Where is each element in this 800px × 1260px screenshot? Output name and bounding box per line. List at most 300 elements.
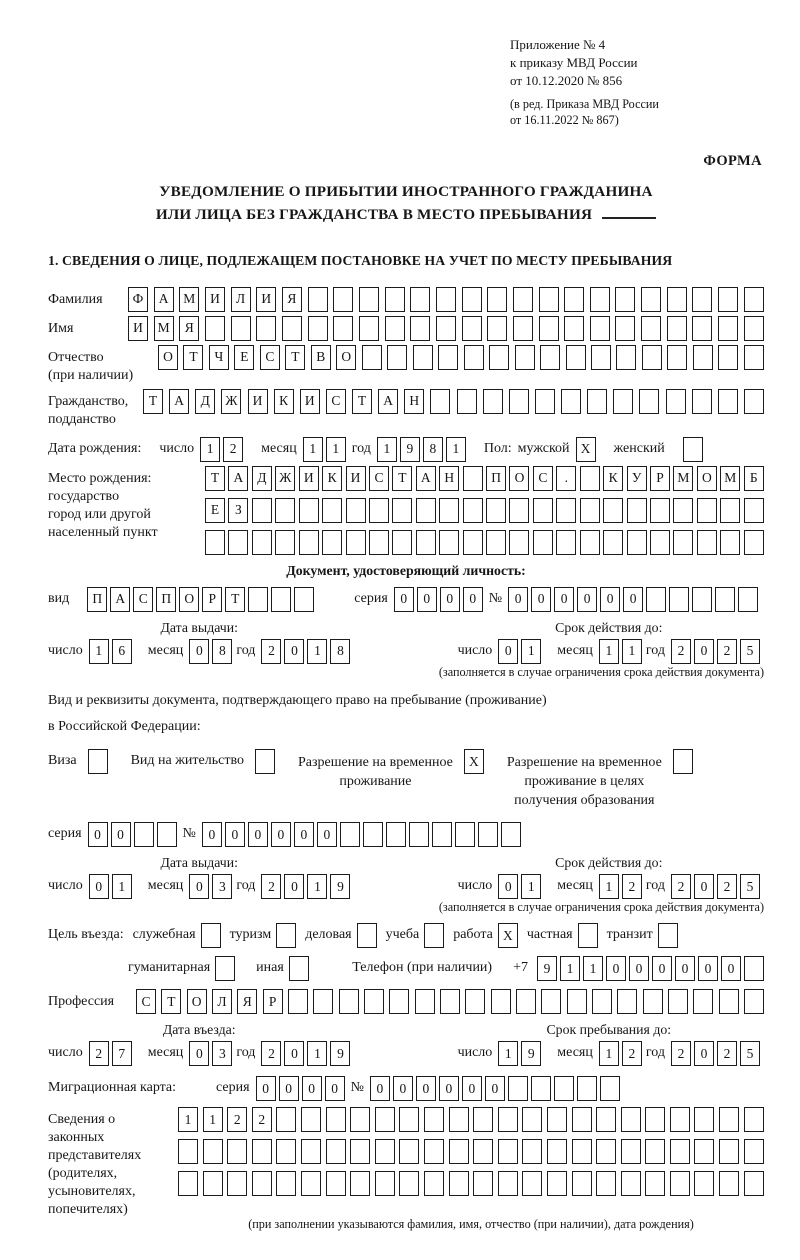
char-cell[interactable] [430, 389, 450, 414]
char-cell[interactable]: А [154, 287, 174, 312]
char-cell[interactable] [600, 1076, 620, 1101]
char-cell[interactable] [478, 822, 498, 847]
char-cell[interactable]: 8 [212, 639, 232, 664]
char-cell[interactable] [509, 389, 529, 414]
char-cell[interactable] [744, 956, 764, 981]
char-cell[interactable] [669, 587, 689, 612]
char-cell[interactable] [667, 287, 687, 312]
char-cell[interactable]: 0 [531, 587, 551, 612]
char-cell[interactable]: 1 [377, 437, 397, 462]
char-cell[interactable]: 0 [248, 822, 268, 847]
char-cell[interactable]: 0 [189, 639, 209, 664]
char-cell[interactable] [554, 1076, 574, 1101]
char-cell[interactable] [564, 316, 584, 341]
edu-residence-permit-checkbox[interactable] [673, 749, 693, 774]
char-cell[interactable]: 0 [370, 1076, 390, 1101]
char-cell[interactable] [489, 345, 509, 370]
char-cell[interactable] [580, 498, 600, 523]
char-cell[interactable] [392, 530, 412, 555]
char-cell[interactable] [615, 287, 635, 312]
char-cell[interactable]: С [533, 466, 553, 491]
char-cell[interactable] [666, 389, 686, 414]
char-cell[interactable]: Ф [128, 287, 148, 312]
char-cell[interactable] [369, 498, 389, 523]
char-cell[interactable] [449, 1171, 469, 1196]
char-cell[interactable] [670, 1139, 690, 1164]
char-cell[interactable] [744, 498, 764, 523]
char-cell[interactable] [572, 1107, 592, 1132]
char-cell[interactable]: Н [439, 466, 459, 491]
char-cell[interactable] [498, 1171, 518, 1196]
char-cell[interactable] [580, 466, 600, 491]
char-cell[interactable]: 1 [178, 1107, 198, 1132]
char-cell[interactable]: И [248, 389, 268, 414]
char-cell[interactable] [228, 530, 248, 555]
char-cell[interactable]: 0 [284, 874, 304, 899]
char-cell[interactable] [540, 345, 560, 370]
char-cell[interactable] [313, 989, 333, 1014]
char-cell[interactable] [693, 989, 713, 1014]
char-cell[interactable] [363, 822, 383, 847]
char-cell[interactable] [535, 389, 555, 414]
char-cell[interactable] [693, 345, 713, 370]
char-cell[interactable] [621, 1107, 641, 1132]
char-cell[interactable] [692, 389, 712, 414]
char-cell[interactable] [501, 822, 521, 847]
char-cell[interactable] [720, 498, 740, 523]
char-cell[interactable]: 0 [111, 822, 131, 847]
char-cell[interactable] [399, 1171, 419, 1196]
char-cell[interactable]: 2 [717, 874, 737, 899]
char-cell[interactable] [744, 316, 764, 341]
char-cell[interactable]: С [260, 345, 280, 370]
char-cell[interactable]: 0 [508, 587, 528, 612]
purpose-work-checkbox[interactable]: X [498, 923, 518, 948]
char-cell[interactable]: Б [744, 466, 764, 491]
char-cell[interactable] [375, 1139, 395, 1164]
char-cell[interactable]: 5 [740, 639, 760, 664]
char-cell[interactable] [515, 345, 535, 370]
char-cell[interactable] [252, 1139, 272, 1164]
char-cell[interactable] [439, 498, 459, 523]
char-cell[interactable] [645, 1107, 665, 1132]
char-cell[interactable] [547, 1171, 567, 1196]
char-cell[interactable] [410, 316, 430, 341]
char-cell[interactable]: 0 [698, 956, 718, 981]
char-cell[interactable]: 0 [89, 874, 109, 899]
char-cell[interactable] [509, 530, 529, 555]
char-cell[interactable]: П [87, 587, 107, 612]
char-cell[interactable] [513, 316, 533, 341]
char-cell[interactable]: 0 [462, 1076, 482, 1101]
char-cell[interactable]: 2 [227, 1107, 247, 1132]
char-cell[interactable] [463, 530, 483, 555]
char-cell[interactable]: 1 [622, 639, 642, 664]
char-cell[interactable]: Н [404, 389, 424, 414]
char-cell[interactable]: 2 [671, 874, 691, 899]
char-cell[interactable] [410, 287, 430, 312]
char-cell[interactable]: 0 [256, 1076, 276, 1101]
char-cell[interactable]: И [128, 316, 148, 341]
char-cell[interactable] [375, 1107, 395, 1132]
char-cell[interactable] [522, 1107, 542, 1132]
char-cell[interactable] [650, 530, 670, 555]
char-cell[interactable] [276, 1107, 296, 1132]
char-cell[interactable]: 0 [606, 956, 626, 981]
char-cell[interactable] [339, 989, 359, 1014]
purpose-other-checkbox[interactable] [289, 956, 309, 981]
char-cell[interactable] [572, 1171, 592, 1196]
char-cell[interactable]: М [179, 287, 199, 312]
char-cell[interactable] [596, 1107, 616, 1132]
char-cell[interactable] [694, 1107, 714, 1132]
char-cell[interactable]: 1 [307, 639, 327, 664]
char-cell[interactable] [641, 316, 661, 341]
char-cell[interactable]: И [300, 389, 320, 414]
char-cell[interactable] [299, 530, 319, 555]
char-cell[interactable]: С [133, 587, 153, 612]
char-cell[interactable] [294, 587, 314, 612]
char-cell[interactable]: 0 [393, 1076, 413, 1101]
char-cell[interactable] [617, 989, 637, 1014]
char-cell[interactable] [252, 530, 272, 555]
char-cell[interactable] [744, 1139, 764, 1164]
char-cell[interactable] [178, 1139, 198, 1164]
char-cell[interactable] [308, 316, 328, 341]
char-cell[interactable] [486, 498, 506, 523]
char-cell[interactable]: 0 [554, 587, 574, 612]
char-cell[interactable]: 1 [521, 639, 541, 664]
char-cell[interactable]: 9 [330, 1041, 350, 1066]
char-cell[interactable] [276, 1139, 296, 1164]
char-cell[interactable]: 8 [423, 437, 443, 462]
char-cell[interactable] [719, 989, 739, 1014]
char-cell[interactable] [670, 1107, 690, 1132]
char-cell[interactable]: 0 [694, 1041, 714, 1066]
char-cell[interactable]: А [228, 466, 248, 491]
char-cell[interactable] [473, 1171, 493, 1196]
char-cell[interactable]: 2 [671, 639, 691, 664]
residence-permit-checkbox[interactable] [255, 749, 275, 774]
char-cell[interactable] [252, 1171, 272, 1196]
char-cell[interactable] [645, 1171, 665, 1196]
char-cell[interactable] [668, 989, 688, 1014]
char-cell[interactable] [299, 498, 319, 523]
char-cell[interactable] [673, 530, 693, 555]
char-cell[interactable] [692, 287, 712, 312]
char-cell[interactable] [508, 1076, 528, 1101]
char-cell[interactable] [621, 1139, 641, 1164]
char-cell[interactable] [566, 345, 586, 370]
char-cell[interactable]: 0 [721, 956, 741, 981]
char-cell[interactable]: 1 [200, 437, 220, 462]
char-cell[interactable] [641, 287, 661, 312]
char-cell[interactable]: 0 [302, 1076, 322, 1101]
char-cell[interactable] [340, 822, 360, 847]
char-cell[interactable] [308, 287, 328, 312]
char-cell[interactable] [386, 822, 406, 847]
char-cell[interactable] [326, 1171, 346, 1196]
char-cell[interactable]: Я [282, 287, 302, 312]
char-cell[interactable] [694, 1171, 714, 1196]
char-cell[interactable] [539, 316, 559, 341]
char-cell[interactable]: 2 [261, 1041, 281, 1066]
char-cell[interactable] [157, 822, 177, 847]
char-cell[interactable]: И [256, 287, 276, 312]
char-cell[interactable] [350, 1139, 370, 1164]
char-cell[interactable]: 1 [307, 1041, 327, 1066]
char-cell[interactable] [667, 316, 687, 341]
char-cell[interactable] [449, 1139, 469, 1164]
char-cell[interactable]: Т [183, 345, 203, 370]
char-cell[interactable] [205, 530, 225, 555]
char-cell[interactable] [483, 389, 503, 414]
char-cell[interactable] [718, 287, 738, 312]
char-cell[interactable]: 1 [89, 639, 109, 664]
char-cell[interactable]: 0 [577, 587, 597, 612]
char-cell[interactable]: М [154, 316, 174, 341]
char-cell[interactable]: 0 [463, 587, 483, 612]
char-cell[interactable]: О [509, 466, 529, 491]
char-cell[interactable] [487, 316, 507, 341]
char-cell[interactable] [744, 389, 764, 414]
char-cell[interactable] [203, 1171, 223, 1196]
char-cell[interactable] [462, 287, 482, 312]
char-cell[interactable] [301, 1171, 321, 1196]
purpose-study-checkbox[interactable] [424, 923, 444, 948]
char-cell[interactable] [227, 1171, 247, 1196]
char-cell[interactable]: 0 [623, 587, 643, 612]
char-cell[interactable] [359, 287, 379, 312]
char-cell[interactable] [650, 498, 670, 523]
char-cell[interactable] [457, 389, 477, 414]
char-cell[interactable] [509, 498, 529, 523]
char-cell[interactable]: 1 [112, 874, 132, 899]
char-cell[interactable]: 1 [583, 956, 603, 981]
char-cell[interactable] [465, 989, 485, 1014]
purpose-tourism-checkbox[interactable] [276, 923, 296, 948]
char-cell[interactable] [590, 316, 610, 341]
char-cell[interactable] [416, 498, 436, 523]
char-cell[interactable] [288, 989, 308, 1014]
char-cell[interactable]: 2 [622, 874, 642, 899]
char-cell[interactable]: 1 [446, 437, 466, 462]
char-cell[interactable]: 0 [189, 1041, 209, 1066]
char-cell[interactable]: О [336, 345, 356, 370]
char-cell[interactable] [642, 345, 662, 370]
char-cell[interactable] [256, 316, 276, 341]
char-cell[interactable]: К [274, 389, 294, 414]
char-cell[interactable] [449, 1107, 469, 1132]
char-cell[interactable] [362, 345, 382, 370]
char-cell[interactable]: 5 [740, 1041, 760, 1066]
char-cell[interactable] [590, 287, 610, 312]
char-cell[interactable]: Р [650, 466, 670, 491]
char-cell[interactable] [603, 530, 623, 555]
char-cell[interactable]: К [603, 466, 623, 491]
char-cell[interactable]: 3 [212, 874, 232, 899]
char-cell[interactable]: 2 [89, 1041, 109, 1066]
char-cell[interactable] [322, 530, 342, 555]
char-cell[interactable]: 0 [439, 1076, 459, 1101]
char-cell[interactable]: Р [202, 587, 222, 612]
char-cell[interactable] [556, 498, 576, 523]
char-cell[interactable]: 0 [225, 822, 245, 847]
char-cell[interactable]: 0 [284, 1041, 304, 1066]
char-cell[interactable] [719, 1107, 739, 1132]
char-cell[interactable] [282, 316, 302, 341]
char-cell[interactable] [276, 1171, 296, 1196]
char-cell[interactable] [744, 989, 764, 1014]
char-cell[interactable] [718, 345, 738, 370]
char-cell[interactable] [462, 316, 482, 341]
char-cell[interactable] [498, 1107, 518, 1132]
char-cell[interactable]: Т [285, 345, 305, 370]
char-cell[interactable] [436, 287, 456, 312]
char-cell[interactable]: И [299, 466, 319, 491]
char-cell[interactable] [744, 1107, 764, 1132]
char-cell[interactable] [387, 345, 407, 370]
char-cell[interactable]: 0 [498, 874, 518, 899]
char-cell[interactable]: У [627, 466, 647, 491]
char-cell[interactable] [301, 1139, 321, 1164]
char-cell[interactable]: М [720, 466, 740, 491]
char-cell[interactable]: М [673, 466, 693, 491]
char-cell[interactable]: 0 [652, 956, 672, 981]
char-cell[interactable] [134, 822, 154, 847]
char-cell[interactable]: Я [237, 989, 257, 1014]
char-cell[interactable] [333, 287, 353, 312]
char-cell[interactable] [473, 1139, 493, 1164]
char-cell[interactable]: 1 [326, 437, 346, 462]
char-cell[interactable] [301, 1107, 321, 1132]
char-cell[interactable] [596, 1171, 616, 1196]
char-cell[interactable] [533, 498, 553, 523]
char-cell[interactable]: 1 [303, 437, 323, 462]
char-cell[interactable] [487, 287, 507, 312]
char-cell[interactable] [399, 1139, 419, 1164]
char-cell[interactable] [720, 530, 740, 555]
char-cell[interactable] [744, 1171, 764, 1196]
char-cell[interactable]: 1 [560, 956, 580, 981]
char-cell[interactable]: Т [143, 389, 163, 414]
char-cell[interactable] [547, 1139, 567, 1164]
char-cell[interactable] [275, 530, 295, 555]
char-cell[interactable] [424, 1139, 444, 1164]
char-cell[interactable] [440, 989, 460, 1014]
char-cell[interactable]: 0 [325, 1076, 345, 1101]
char-cell[interactable]: 2 [261, 639, 281, 664]
purpose-humanitarian-checkbox[interactable] [215, 956, 235, 981]
char-cell[interactable] [205, 316, 225, 341]
char-cell[interactable] [718, 316, 738, 341]
char-cell[interactable] [541, 989, 561, 1014]
char-cell[interactable] [385, 287, 405, 312]
char-cell[interactable]: 2 [261, 874, 281, 899]
char-cell[interactable] [670, 1171, 690, 1196]
char-cell[interactable] [364, 989, 384, 1014]
char-cell[interactable]: 2 [671, 1041, 691, 1066]
char-cell[interactable] [592, 989, 612, 1014]
char-cell[interactable]: Л [212, 989, 232, 1014]
purpose-business-checkbox[interactable] [357, 923, 377, 948]
char-cell[interactable] [616, 345, 636, 370]
char-cell[interactable]: Ж [221, 389, 241, 414]
char-cell[interactable] [413, 345, 433, 370]
char-cell[interactable] [486, 530, 506, 555]
char-cell[interactable]: 1 [599, 1041, 619, 1066]
char-cell[interactable] [389, 989, 409, 1014]
char-cell[interactable] [564, 287, 584, 312]
char-cell[interactable] [516, 989, 536, 1014]
char-cell[interactable] [603, 498, 623, 523]
char-cell[interactable] [572, 1139, 592, 1164]
char-cell[interactable] [697, 530, 717, 555]
char-cell[interactable] [464, 345, 484, 370]
char-cell[interactable] [580, 530, 600, 555]
char-cell[interactable]: П [156, 587, 176, 612]
char-cell[interactable] [399, 1107, 419, 1132]
char-cell[interactable] [531, 1076, 551, 1101]
char-cell[interactable]: 9 [330, 874, 350, 899]
char-cell[interactable]: Ж [275, 466, 295, 491]
char-cell[interactable]: 9 [400, 437, 420, 462]
char-cell[interactable] [744, 345, 764, 370]
char-cell[interactable] [346, 498, 366, 523]
char-cell[interactable]: Д [252, 466, 272, 491]
char-cell[interactable]: 0 [694, 639, 714, 664]
char-cell[interactable]: 2 [717, 639, 737, 664]
char-cell[interactable]: 0 [440, 587, 460, 612]
purpose-private-checkbox[interactable] [578, 923, 598, 948]
char-cell[interactable] [596, 1139, 616, 1164]
char-cell[interactable]: А [378, 389, 398, 414]
char-cell[interactable] [591, 345, 611, 370]
char-cell[interactable]: 0 [294, 822, 314, 847]
char-cell[interactable] [178, 1171, 198, 1196]
char-cell[interactable] [271, 587, 291, 612]
char-cell[interactable]: 0 [202, 822, 222, 847]
char-cell[interactable]: 9 [537, 956, 557, 981]
char-cell[interactable]: 6 [112, 639, 132, 664]
char-cell[interactable] [350, 1171, 370, 1196]
char-cell[interactable]: 0 [600, 587, 620, 612]
char-cell[interactable]: А [169, 389, 189, 414]
char-cell[interactable] [692, 587, 712, 612]
char-cell[interactable] [415, 989, 435, 1014]
char-cell[interactable] [643, 989, 663, 1014]
char-cell[interactable]: З [228, 498, 248, 523]
char-cell[interactable] [577, 1076, 597, 1101]
char-cell[interactable] [673, 498, 693, 523]
char-cell[interactable]: Е [234, 345, 254, 370]
char-cell[interactable] [385, 316, 405, 341]
char-cell[interactable]: В [311, 345, 331, 370]
char-cell[interactable] [697, 498, 717, 523]
char-cell[interactable]: 0 [416, 1076, 436, 1101]
char-cell[interactable] [275, 498, 295, 523]
visa-checkbox[interactable] [88, 749, 108, 774]
char-cell[interactable] [392, 498, 412, 523]
char-cell[interactable] [715, 587, 735, 612]
char-cell[interactable]: Т [352, 389, 372, 414]
char-cell[interactable] [463, 498, 483, 523]
char-cell[interactable] [432, 822, 452, 847]
char-cell[interactable] [613, 389, 633, 414]
char-cell[interactable] [533, 530, 553, 555]
char-cell[interactable] [694, 1139, 714, 1164]
char-cell[interactable] [738, 587, 758, 612]
